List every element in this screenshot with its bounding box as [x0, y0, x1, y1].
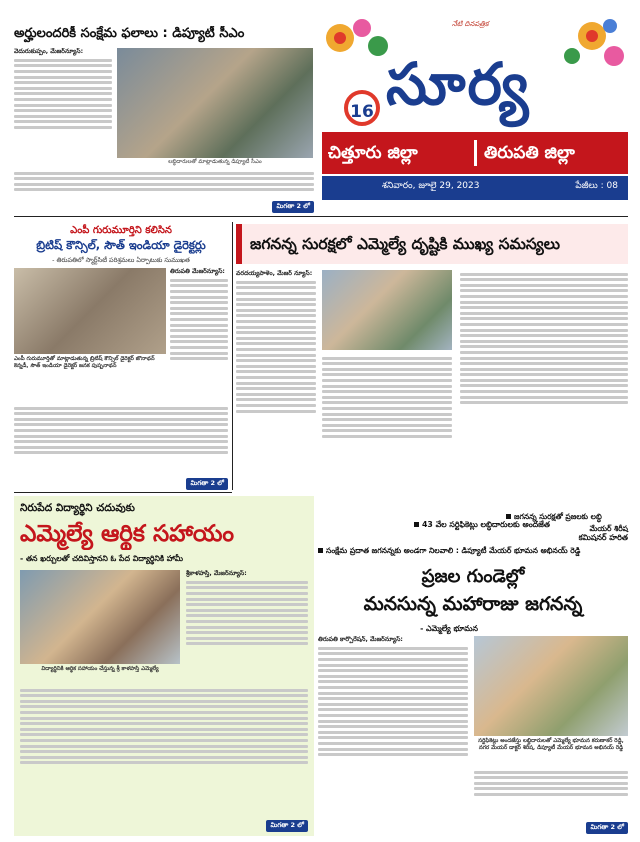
mp-story-body-bottom	[14, 404, 228, 480]
top-story-body-bottom	[14, 169, 314, 203]
aid-story-photo-caption: విద్యార్థినికి ఆర్థిక సహాయం చేస్తున్న శ్రీ కాళహస్తి ఎమ్మెల్యే	[41, 666, 159, 672]
aid-story-subhead: - తన ఖర్చులతో చదివిస్తానని ఓ పేద విద్యార్థినికి హామీ	[20, 554, 183, 563]
mla-story-headline: జగనన్న సురక్షలో ఎమ్మెల్యే దృష్టికి ముఖ్య సమస్యలు	[250, 235, 561, 253]
mla-story-dateline: వరదయ్యపాళెం, మేజర్ న్యూస్:	[236, 270, 313, 277]
people-story-headline-2: మనసున్న మహారాజు జగనన్న	[363, 593, 583, 615]
aid-story-headline: ఎమ్మెల్యే ఆర్థిక సహాయం	[20, 521, 235, 547]
people-story-byline: - ఎమ్మెల్యే భూమన	[420, 624, 478, 633]
people-story-body-left	[318, 636, 468, 820]
bullet-5-text: సంక్షేమ ప్రదాత జగనన్నకు అండగా నిలవాలి : డిప్యూటీ మేయర్ భూమన అభినయ్ రెడ్డి	[326, 546, 581, 555]
people-story-photo	[474, 636, 628, 736]
bullet-4-text: కమిషనర్ హరిత	[578, 533, 628, 542]
top-story	[14, 26, 314, 212]
mla-story-body-col3	[460, 270, 628, 490]
mla-story	[236, 222, 628, 542]
people-story-photo-caption: సర్టిఫికెట్లు అందజేస్తు లబ్ధిదారులతో ఎమ్మెల్యే భూమన కరుణాకర్ రెడ్డి, నగర మేయర్ డాక్టర్ శిరీష, డిప్యూటీ మేయర్ భూమన అభినయ్ రెడ్డి	[478, 738, 624, 751]
anniversary-number: 16	[350, 102, 374, 122]
bullet-square-icon	[414, 522, 419, 527]
mla-story-photo	[322, 270, 452, 350]
aid-story-body-right	[186, 570, 308, 682]
bullet-2-text: మేయర్ శిరీష	[589, 524, 628, 533]
top-story-photo	[117, 48, 313, 158]
bullet-square-icon	[318, 548, 323, 553]
mp-story-photo-caption: ఎంపీ గురుమూర్తితో మాట్లాడుతున్న బ్రిటిష్ కౌన్సిల్ డైరెక్టర్ జొనాథన్ కెన్నడీ, సౌత్ ఇండియా డైరెక్టర్ జనక పుష్పనాథన్	[14, 356, 155, 369]
mp-story-photo	[14, 268, 166, 354]
deputy-mayor-strip	[318, 546, 628, 560]
middle-divider	[14, 492, 232, 493]
masthead	[322, 16, 628, 216]
aid-story	[14, 496, 314, 836]
bullet-3-text: 43 వేల సర్టిఫికెట్లు లబ్ధిదారులకు అందజేత	[422, 520, 550, 529]
aid-story-photo	[20, 570, 180, 664]
mp-story-kicker: ఎంపీ గురుమూర్తిని కలిసిన	[70, 225, 172, 236]
mp-story-body-right	[170, 268, 228, 402]
district-left: చిత్తూరు జిల్లా	[328, 143, 418, 163]
people-story-dateline: తిరుపతి కార్పొరేషన్, మేజర్‌న్యూస్:	[318, 636, 403, 643]
people-story-body-right	[474, 768, 628, 820]
district-separator	[474, 140, 477, 166]
masthead-title: సూర్య	[386, 50, 531, 118]
issue-date: శనివారం, జూలై 29, 2023	[382, 181, 480, 191]
top-story-photo-caption: లబ్ధిదారులతో మాట్లాడుతున్న డిప్యూటీ సీఎం	[168, 159, 262, 165]
page-count: పేజీలు : 08	[575, 181, 618, 191]
top-story-headline: అర్హులందరికీ సంక్షేమ ఫలాలు : డిప్యూటీ సీఎం	[14, 26, 245, 41]
masthead-tagline: నేటి దినపత్రిక	[452, 20, 489, 28]
top-story-dateline: వెదురుకుప్పం, మేజర్‌న్యూస్‌:	[14, 48, 84, 55]
mla-story-headline-banner	[236, 224, 628, 264]
district-banner	[322, 132, 628, 174]
aid-story-more-link[interactable]: మిగతా 2 లో	[266, 820, 308, 832]
aid-story-body-bottom	[20, 686, 308, 816]
anniversary-badge	[344, 90, 380, 126]
mp-story-more-link[interactable]: మిగతా 2 లో	[186, 478, 228, 490]
people-story	[318, 564, 628, 836]
date-bar	[322, 176, 628, 200]
district-right: తిరుపతి జిల్లా	[484, 143, 575, 163]
top-story-body-left	[14, 48, 112, 168]
bullet-square-icon	[506, 514, 511, 519]
top-divider	[14, 216, 628, 217]
people-story-more-link[interactable]: మిగతా 2 లో	[586, 822, 628, 834]
mp-story	[14, 222, 228, 490]
bullet-1-text: జగనన్న సురక్షతో ప్రజలకు లబ్ధి	[514, 512, 602, 521]
mp-story-subhead: - తిరుపతిలో స్మార్ట్‌సిటీ పరిశ్రమలు ఏర్పాటుకు సుముఖత	[52, 256, 190, 264]
bullet-commissioner	[414, 533, 628, 544]
top-story-more-link[interactable]: మిగతా 2 లో	[272, 201, 314, 213]
mla-story-body-col2	[322, 354, 452, 490]
middle-column-divider	[232, 222, 233, 490]
aid-story-dateline: శ్రీకాళహస్తి, మేజర్‌న్యూస్:	[186, 570, 247, 577]
aid-story-kicker: నిరుపేద విద్యార్థిని చదువుకు	[20, 502, 135, 514]
mp-story-headline: బ్రిటిష్ కౌన్సిల్, సౌత్ ఇండియా డైరెక్టర్లు	[36, 238, 206, 252]
mla-story-body-col1	[236, 270, 316, 490]
people-story-headline-1: ప్రజల గుండెల్లో	[421, 566, 525, 587]
mp-story-dateline: తిరుపతి మేజర్‌న్యూస్‌:	[170, 268, 225, 275]
bullet-certificates	[414, 520, 628, 531]
